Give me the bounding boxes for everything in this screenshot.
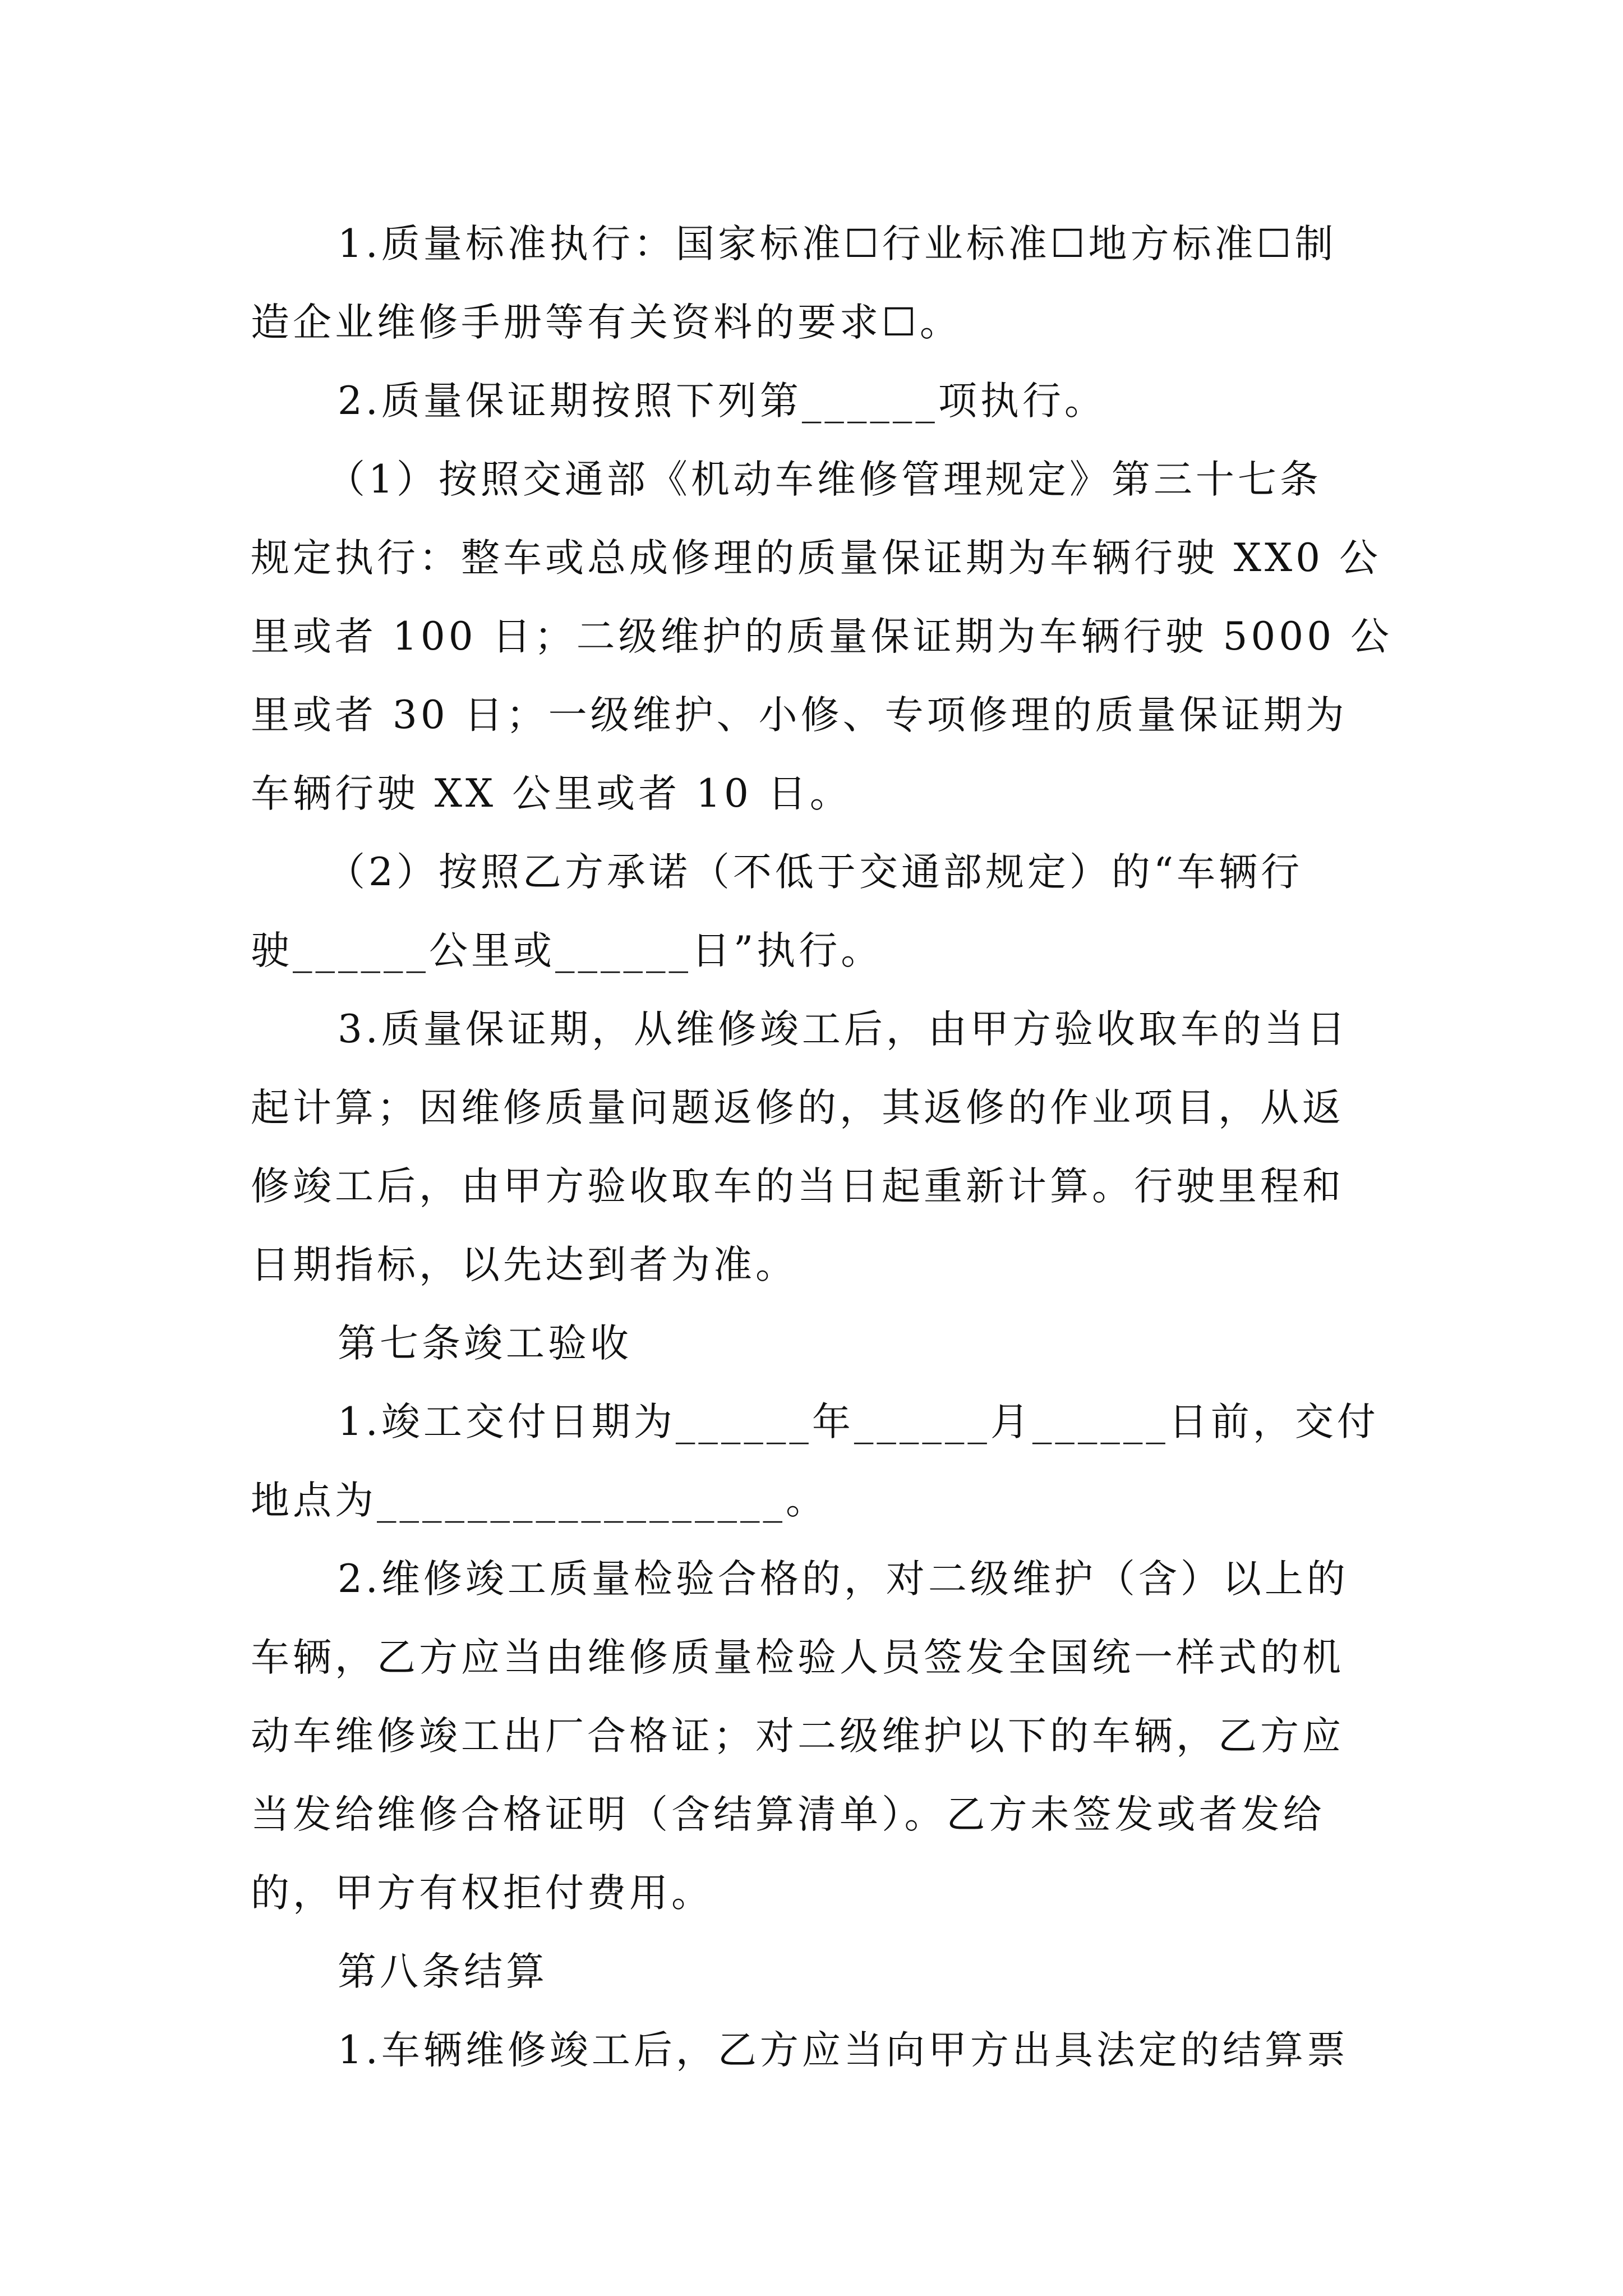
text-line: 2.质量保证期按照下列第______项执行。 xyxy=(338,379,1106,424)
text-line: 起计算；因维修质量问题返修的，其返修的作业项目，从返 xyxy=(251,1085,1344,1130)
text-line: 当发给维修合格证明（含结算清单）。乙方未签发或者发给 xyxy=(251,1792,1325,1837)
text-line: 造企业维修手册等有关资料的要求☐。 xyxy=(251,300,962,345)
text-line: 地点为__________________。 xyxy=(251,1478,828,1523)
text-line: （2）按照乙方承诺（不低于交通部规定）的“车辆行 xyxy=(326,850,1303,895)
section-heading: 第七条竣工验收 xyxy=(338,1321,632,1366)
text-line: 驶______公里或______日”执行。 xyxy=(251,928,883,973)
text-line: 1.质量标准执行：国家标准☐行业标准☐地方标准☐制 xyxy=(338,222,1337,266)
text-line: 车辆，乙方应当由维修质量检验人员签发全国统一样式的机 xyxy=(251,1635,1344,1680)
text-line: 的，甲方有权拒付费用。 xyxy=(251,1871,713,1916)
text-line: 里或者 100 日；二级维护的质量保证期为车辆行驶 5000 公 xyxy=(251,614,1393,659)
section-heading: 第八条结算 xyxy=(338,1949,548,1994)
text-line: 1.竣工交付日期为______年______月______日前，交付 xyxy=(338,1400,1379,1444)
document-body xyxy=(251,205,1393,2090)
text-line: 规定执行：整车或总成修理的质量保证期为车辆行驶 XX0 公 xyxy=(251,536,1382,581)
text-line: 动车维修竣工出厂合格证；对二级维护以下的车辆，乙方应 xyxy=(251,1714,1344,1759)
text-line: （1）按照交通部《机动车维修管理规定》第三十七条 xyxy=(326,457,1322,502)
text-line: 日期指标，以先达到者为准。 xyxy=(251,1243,797,1287)
text-line: 修竣工后，由甲方验收取车的当日起重新计算。行驶里程和 xyxy=(251,1164,1344,1209)
text-line: 车辆行驶 XX 公里或者 10 日。 xyxy=(251,771,852,816)
text-line: 1.车辆维修竣工后，乙方应当向甲方出具法定的结算票 xyxy=(338,2028,1349,2073)
text-line: 里或者 30 日；一级维护、小修、专项修理的质量保证期为 xyxy=(251,693,1348,738)
text-line: 3.质量保证期，从维修竣工后，由甲方验收取车的当日 xyxy=(338,1007,1349,1052)
text-line: 2.维修竣工质量检验合格的，对二级维护（含）以上的 xyxy=(338,1557,1349,1602)
